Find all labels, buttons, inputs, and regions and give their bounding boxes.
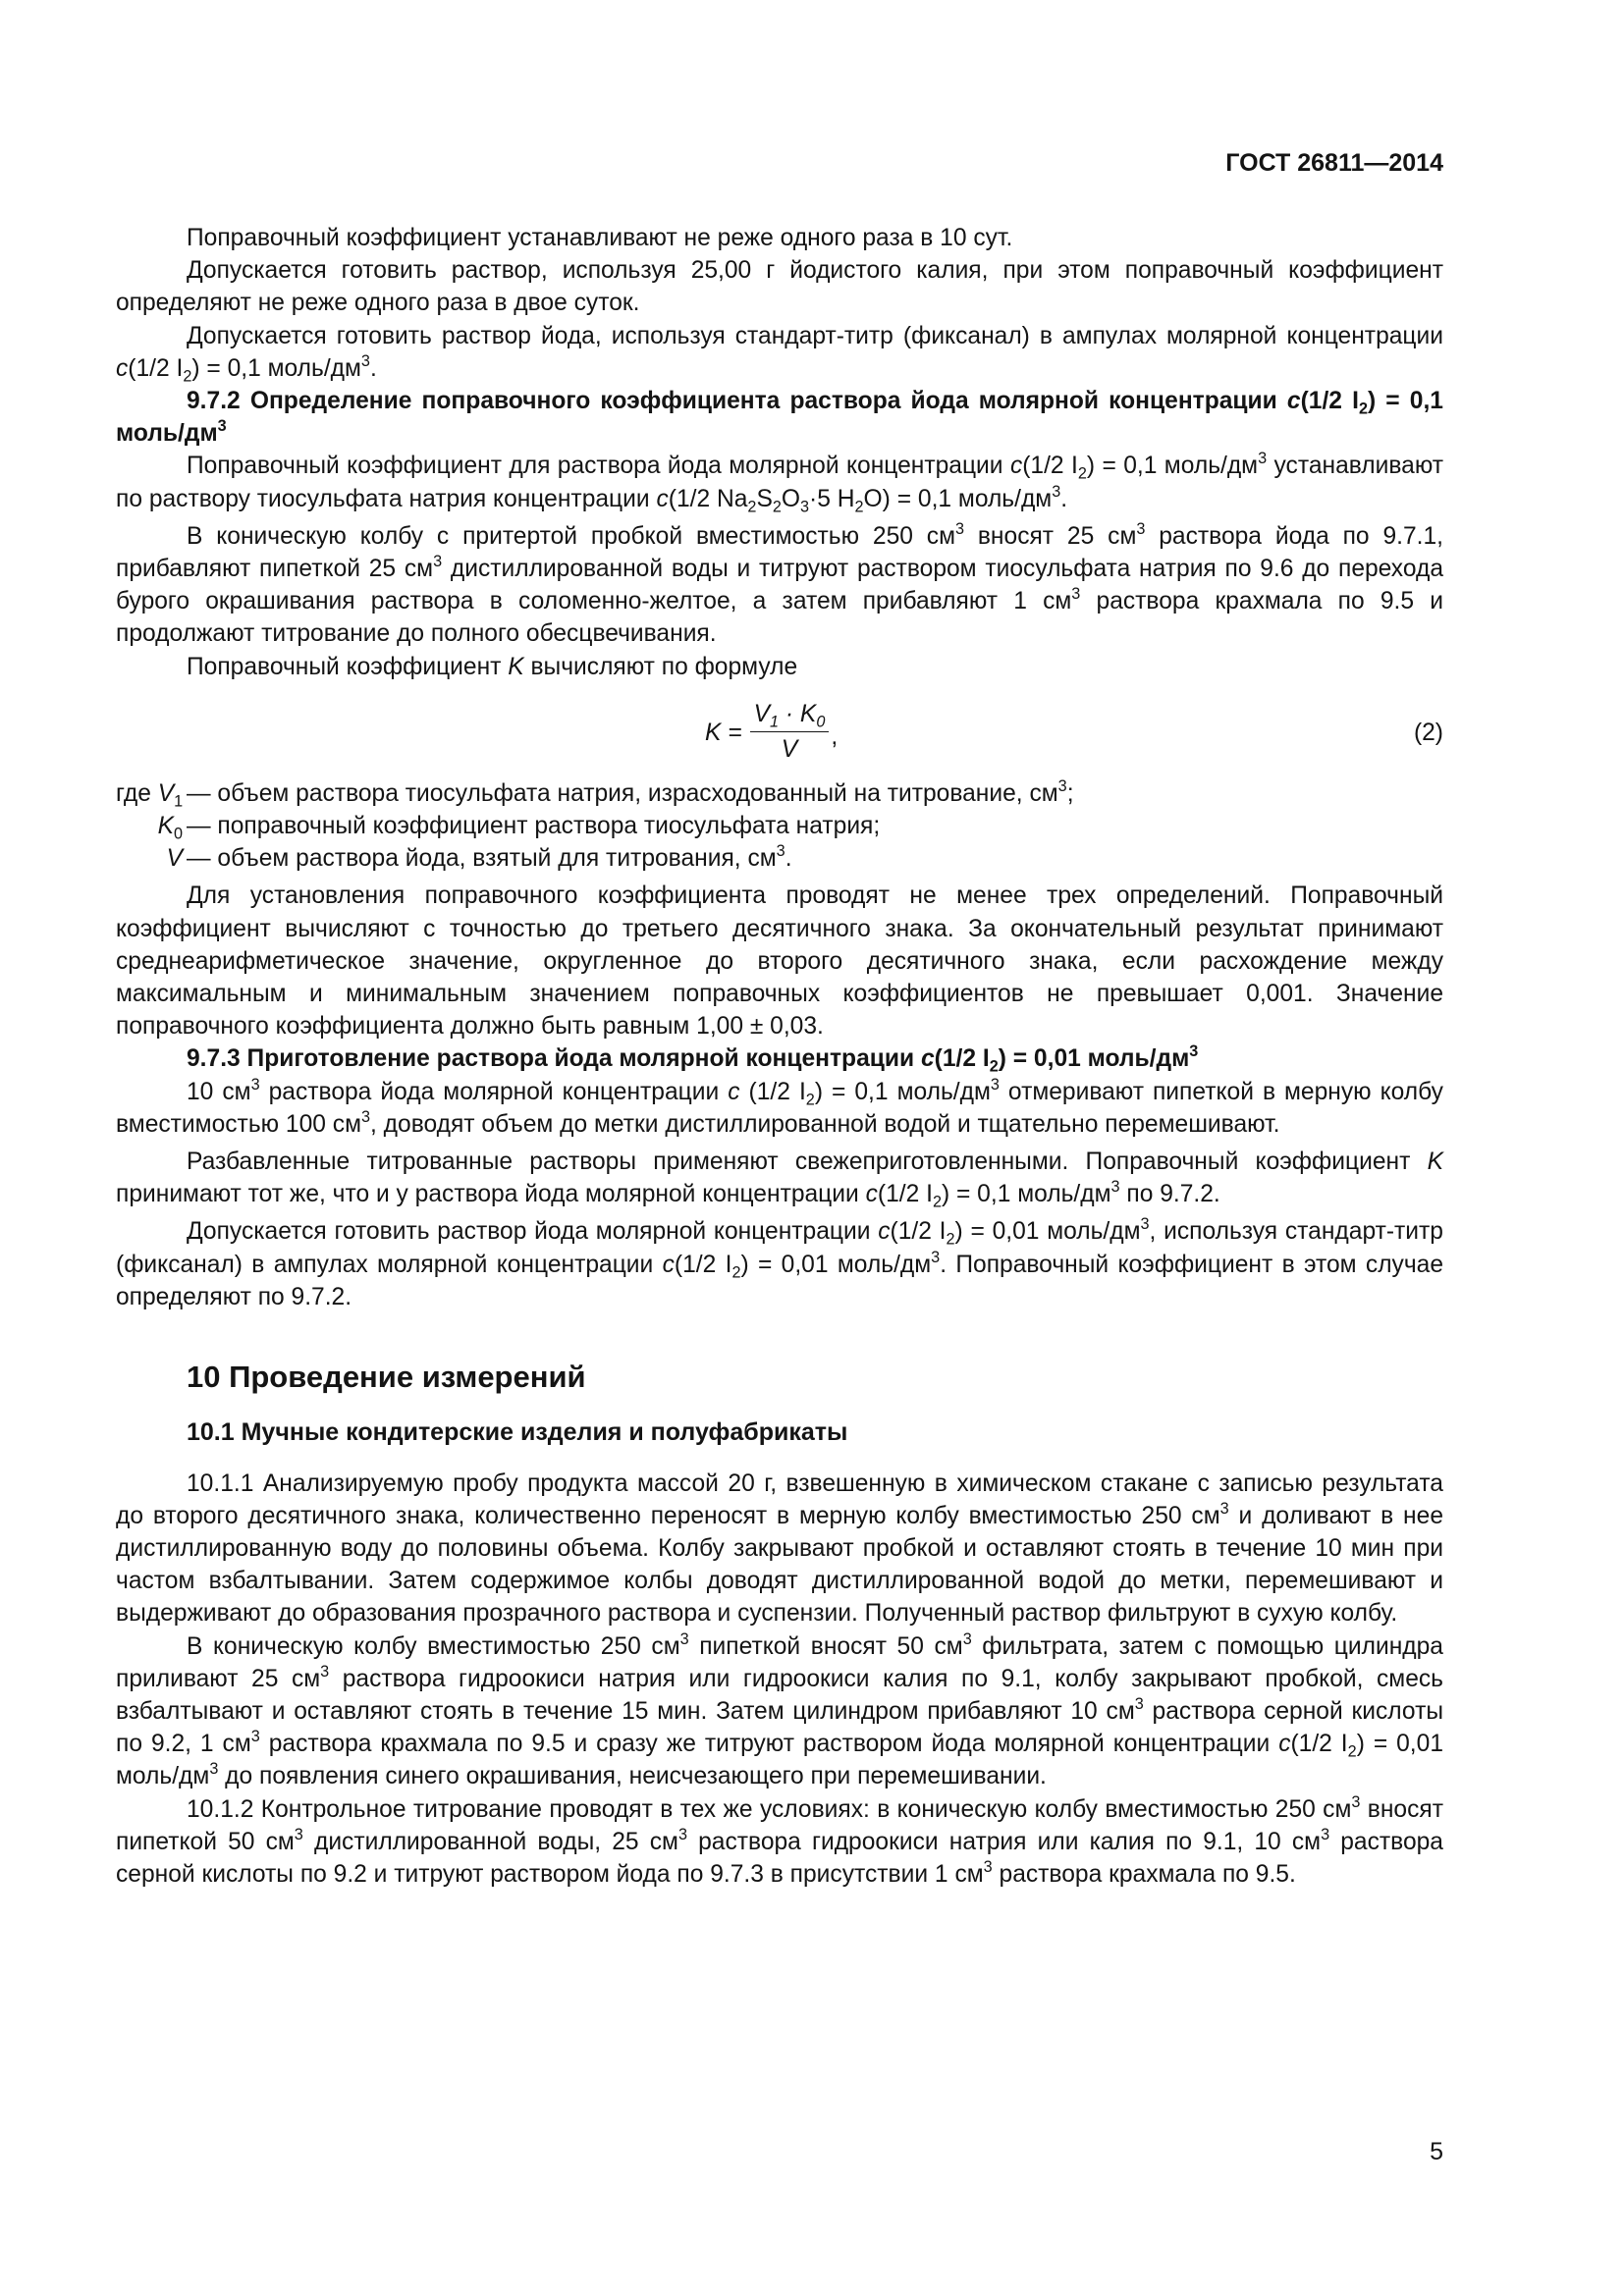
concentration-formula: c(1/2 $I_2) = 0,1$ моль/$дм^3$. xyxy=(116,351,377,386)
paragraph: 10.1.2 Контрольное титрование проводят в тех же условиях: в коническую колбу вместимостью 250 $см^3$ вносят пипеткой 50 $см^3$ дистиллированной воды, 25 $см^3$ раствора гидроокиси натрия или калия по 9.1, 10 $см^3$ раствора серной кислоты по 9.2 и титруют раствором йода по 9.7.3 в присутствии 1 $см^3$ раствора крахмала по 9.5. xyxy=(116,1792,1443,1888)
formula-definitions xyxy=(116,777,1443,876)
paragraph: Поправочный коэффициент для раствора йода молярной концентрации c(1/2 $I_2) = 0,1$ моль/$дм^3$ устанавливают по раствору тиосульфата натрия концентрации c(1/2 $Na_2S_2O_3\cdot 5$ $H_2O) = 0,1$ моль/$дм^3$. xyxy=(116,450,1444,516)
formula-numerator: $V_1 \cdot K_0$ xyxy=(750,700,830,732)
page-number: 5 xyxy=(1430,2138,1443,2165)
formula-expression: K = $\frac{V_1 \cdot K_0}{V}$ , xyxy=(705,689,838,777)
paragraph: Разбавленные титрованные растворы применяют свежеприготовленными. Поправочный коэффициент K принимают тот же, что и у раствора йода молярной концентрации c(1/2 $I_2) = 0,1$ моль/$дм^3$ по 9.7.2. xyxy=(116,1148,1443,1211)
formula-number: (2) xyxy=(1413,719,1443,746)
paragraph-text: Допускается готовить раствор йода, используя стандарт-титр (фиксанал) в ампулах молярной концентрации xyxy=(187,322,1443,349)
formula-2 xyxy=(116,689,1443,777)
formula-denominator: V xyxy=(781,736,798,764)
paragraph: 10.1.1 Анализируемую пробу продукта массой 20 г, взвешенную в химическом стакане с записью результата до второго десятичного знака, количественно переносят в мерную колбу вместимостью 250 $см^3$ и доливают в нее дистиллированную воду до половины объема. Колбу закрывают пробкой и оставляют стоять в течение 10 мин при частом взбалтывании. Затем содержимое колбы доводят дистиллированной водой до метки, перемешивают и выдерживают до образования прозрачного раствора и суспензии. Полученный раствор фильтруют в сухую колбу. xyxy=(116,1469,1443,1628)
definition-symbol: $K_0$ xyxy=(157,813,183,843)
document-body xyxy=(116,222,1443,1891)
paragraph: Поправочный коэффициент K вычисляют по формуле xyxy=(187,653,798,680)
definition-text: — объем раствора тиосульфата натрия, израсходованный на титрование, $см^3$; xyxy=(187,776,1074,807)
section-heading-9-7-2: 9.7.2 Определение поправочного коэффициента раствора йода молярной концентрации c(1/2 $I_2) = 0,1$ моль/$дм^3$ xyxy=(116,388,1443,448)
definition-item xyxy=(116,777,1443,810)
paragraph: Поправочный коэффициент устанавливают не реже одного раза в 10 сут. xyxy=(187,225,1013,251)
definition-item xyxy=(116,842,1443,875)
document-header: ГОСТ 26811—2014 xyxy=(1225,149,1443,177)
definition-symbol: где $V_1$ xyxy=(116,779,184,811)
subsection-heading-10-1: 10.1 Мучные кондитерские изделия и полуфабрикаты xyxy=(187,1418,848,1447)
paragraph: 10 $см^3$ раствора йода молярной концентрации c (1/2 $I_2) = 0,1$ моль/$дм^3$ отмеривают пипеткой в мерную колбу вместимостью 100 $см^3$, доводят объем до метки дистиллированной водой и тщательно перемешивают. xyxy=(116,1075,1443,1138)
paragraph: В коническую колбу с притертой пробкой вместимостью 250 $см^3$ вносят 25 $см^3$ раствора йода по 9.7.1, прибавляют пипеткой 25 $см^3$ дистиллированной воды и титруют раствором тиосульфата натрия по 9.6 до перехода бурого окрашивания раствора в соломенно-желтое, а затем прибавляют 1 $см^3$ раствора крахмала по 9.5 и продолжают титрование до полного обесцвечивания. xyxy=(116,519,1443,648)
formula-lhs: K = xyxy=(705,720,742,747)
paragraph: В коническую колбу вместимостью 250 $см^3$ пипеткой вносят 50 $см^3$ фильтрата, затем с помощью цилиндра приливают 25 $см^3$ раствора гидроокиси натрия или гидроокиси калия по 9.1, колбу закрывают пробкой, смесь взбалтывают и оставляют стоять в течение 15 мин. Затем цилиндром прибавляют 10 $см^3$ раствора серной кислоты по 9.2, 1 $см^3$ раствора крахмала по 9.5 и сразу же титруют раствором йода молярной концентрации c(1/2 $I_2) = 0,01$ моль/$дм^3$ до появления синего окрашивания, неисчезающего при перемешивании. xyxy=(116,1629,1444,1790)
definition-text: — поправочный коэффициент раствора тиосульфата натрия; xyxy=(187,813,881,840)
paragraph: Для установления поправочного коэффициента проводят не менее трех определений. Поправочный коэффициент вычисляют с точностью до третьего десятичного знака. За окончательный результат принимают среднеарифметическое значение, округленное до второго десятичного знака, если расхождение между максимальным и минимальным значением поправочных коэффициентов не превышает 0,001. Значение поправочного коэффициента должно быть равным 1,00 ± 0,03. xyxy=(116,882,1443,1041)
paragraph: Допускается готовить раствор йода молярной концентрации c(1/2 $I_2) = 0,01$ моль/$дм^3$, используя стандарт-титр (фиксанал) в ампулах молярной концентрации c(1/2 $I_2) = 0,01$ моль/$дм^3$. Поправочный коэффициент в этом случае определяют по 9.7.2. xyxy=(116,1215,1444,1310)
definition-item xyxy=(116,810,1443,842)
section-heading-9-7-3: 9.7.3 Приготовление раствора йода молярной концентрации c(1/2 $I_2) = 0,01$ моль/$дм^3$ xyxy=(187,1042,1199,1077)
section-heading-10: 10 Проведение измерений xyxy=(187,1360,586,1395)
paragraph xyxy=(116,320,1443,385)
formula-fraction xyxy=(750,700,830,766)
definition-text: — объем раствора йода, взятый для титрования, $см^3$. xyxy=(187,842,792,873)
paragraph: Допускается готовить раствор, используя 25,00 г йодистого калия, при этом поправочный коэффициент определяют не реже одного раза в двое суток. xyxy=(116,257,1443,317)
definition-symbol: V xyxy=(166,845,183,873)
